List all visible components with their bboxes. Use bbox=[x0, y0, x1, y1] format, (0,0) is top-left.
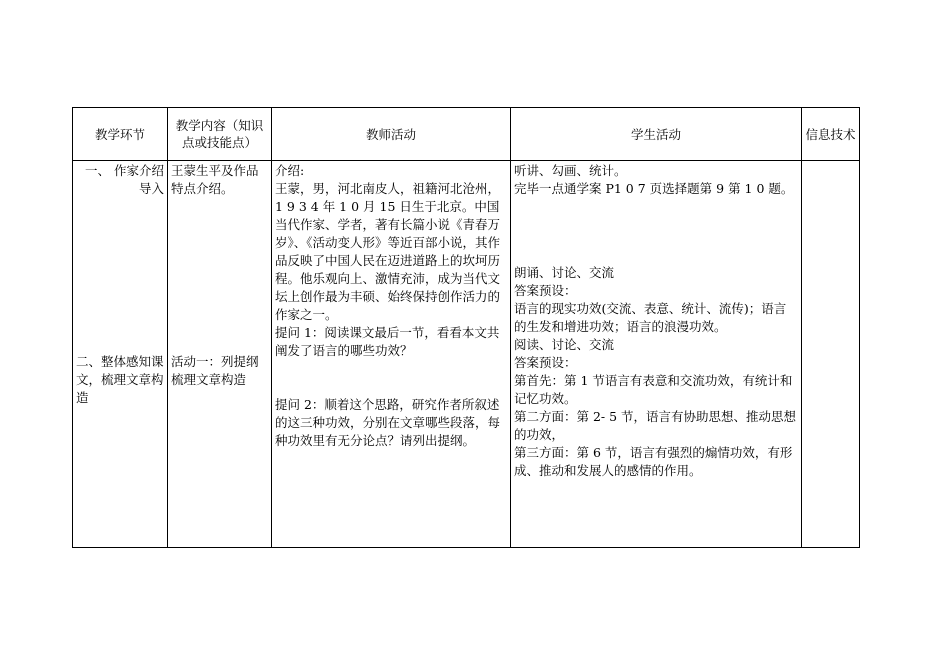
student-answer-3: 第二方面：第 2- 5 节，语言有协助思想、推动思想的功效， bbox=[514, 409, 797, 442]
student-activity-3: 朗诵、讨论、交流 bbox=[514, 265, 615, 280]
student-spacer bbox=[514, 198, 798, 264]
teacher-question-1: 提问 1：阅读课文最后一节，看看本文共阐发了语言的哪些功效？ bbox=[275, 325, 500, 358]
teacher-intro-label: 介绍: bbox=[275, 163, 305, 178]
teacher-intro-text: 王蒙，男，河北南皮人，祖籍河北沧州，1 9 3 4 年 1 0 月 15 日生于北京。中国当代作家、学者，著有长篇小说《青春万岁》、《活动变人形》等近百部小说，其作品反映了中国人民在迈进道路上的坎坷历程。他乐观向上、激情充沛，成为当代文坛上创作最为丰硕、始终保持创作活力的作家之一。 bbox=[275, 181, 501, 322]
body-row bbox=[73, 161, 860, 548]
header-stage: 教学环节 bbox=[73, 108, 168, 161]
lesson-plan-table bbox=[72, 107, 860, 548]
header-tech: 信息技术 bbox=[802, 108, 860, 161]
stage-2: 二、整体感知课文，梳理文章构造 bbox=[76, 354, 164, 405]
teacher-spacer bbox=[275, 360, 507, 396]
content-2: 活动一：列提纲梳理文章构造 bbox=[171, 354, 259, 387]
stage-1: 一、 作家介绍导入 bbox=[85, 163, 164, 196]
teacher-question-2: 提问 2：顺着这个思路，研究作者所叙述的这三种功效，分别在文章哪些段落，每种功效里有无分论点？请列出提纲。 bbox=[275, 397, 501, 448]
student-answer-4: 第三方面：第 6 节，语言有强烈的煽情功效，有形成、推动和发展人的感情的作用。 bbox=[514, 445, 793, 478]
header-content: 教学内容（知识点或技能点） bbox=[168, 108, 272, 161]
student-cell bbox=[511, 161, 802, 548]
content-1: 王蒙生平及作品特点介绍。 bbox=[171, 163, 259, 196]
student-answer-label-2: 答案预设： bbox=[514, 355, 577, 370]
student-answer-1: 语言的现实功效(交流、表意、统计、流传)；语言的生发和增进功效；语言的浪漫功效。 bbox=[514, 301, 787, 334]
tech-cell bbox=[802, 161, 860, 548]
header-teacher: 教师活动 bbox=[272, 108, 511, 161]
content-cell bbox=[168, 161, 272, 548]
student-answer-2: 第首先：第 1 节语言有表意和交流功效，有统计和记忆功效。 bbox=[514, 373, 793, 406]
student-answer-label-1: 答案预设： bbox=[514, 283, 577, 298]
teacher-cell bbox=[272, 161, 511, 548]
student-activity-4: 阅读、讨论、交流 bbox=[514, 337, 615, 352]
student-activity-1: 听讲、勾画、统计。 bbox=[514, 163, 627, 178]
header-row bbox=[73, 108, 860, 161]
student-activity-2: 完毕一点通学案 P1 0 7 页选择题第 9 第 1 0 题。 bbox=[514, 181, 794, 196]
stage-cell bbox=[73, 161, 168, 548]
header-student: 学生活动 bbox=[511, 108, 802, 161]
